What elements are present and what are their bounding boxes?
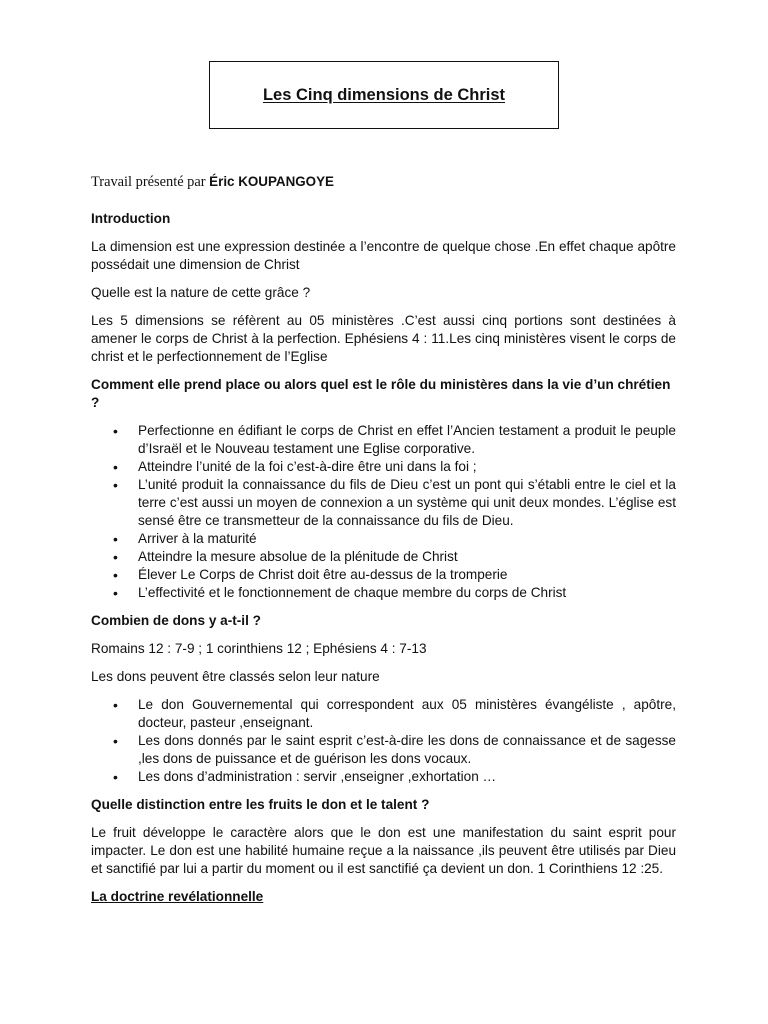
list-item: • Perfectionne en édifiant le corps de Christ en effet l’Ancien testament a produit le peuple d’Israël et le Nouveau testament une Eglise corporative. bbox=[138, 422, 676, 458]
list-item: • Les dons donnés par le saint esprit c’est-à-dire les dons de connaissance et de sagesse ,les dons de puissance et de guérison les dons vocaux. bbox=[138, 732, 676, 768]
list-item: • Élever Le Corps de Christ doit être au-dessus de la tromperie bbox=[138, 566, 676, 584]
dons-list bbox=[91, 696, 676, 786]
document-title: Les Cinq dimensions de Christ bbox=[262, 86, 506, 104]
nature-paragraph: Les 5 dimensions se réfèrent au 05 ministères .C’est aussi cinq portions sont destinées à amener le corps de Christ à la perfection. Ephésiens 4 : 11.Les cinq ministères visent le corps de christ et le perfectionnement de l’Eglise bbox=[91, 313, 676, 364]
dons-references: Romains 12 : 7-9 ; 1 corinthiens 12 ; Ephésiens 4 : 7-13 bbox=[91, 641, 427, 656]
list-item: • Atteindre la mesure absolue de la plénitude de Christ bbox=[138, 548, 676, 566]
dons-classification: Les dons peuvent être classés selon leur nature bbox=[91, 669, 380, 684]
byline-author: Éric KOUPANGOYE bbox=[209, 174, 334, 189]
list-item: • Le don Gouvernemental qui correspondent aux 05 ministères évangéliste , apôtre, docteur, pasteur ,enseignant. bbox=[138, 696, 676, 732]
distinction-heading: Quelle distinction entre les fruits le don et le talent ? bbox=[91, 797, 430, 812]
list-item: • Arriver à la maturité bbox=[138, 530, 676, 548]
intro-heading: Introduction bbox=[91, 211, 171, 226]
role-heading: Comment elle prend place ou alors quel est le rôle du ministères dans la vie d’un chrétien ? bbox=[91, 377, 671, 410]
byline-prefix: Travail présenté par bbox=[91, 174, 206, 190]
role-list bbox=[91, 422, 676, 602]
dons-heading: Combien de dons y a-t-il ? bbox=[91, 613, 261, 628]
document-body bbox=[91, 172, 676, 916]
list-item: • Atteindre l’unité de la foi c’est-à-dire être uni dans la foi ; bbox=[138, 458, 676, 476]
list-item: • L’effectivité et le fonctionnement de chaque membre du corps de Christ bbox=[138, 584, 676, 602]
list-item: • L’unité produit la connaissance du fils de Dieu c’est un pont qui s’établi entre le ciel et la terre c’est aussi un moyen de connexion a un système qui unit deux mondes. L’église est sensé être ce transmetteur de la connaissance du fils de Dieu. bbox=[138, 476, 676, 530]
intro-paragraph: La dimension est une expression destinée a l’encontre de quelque chose .En effet chaque apôtre possédait une dimension de Christ bbox=[91, 239, 676, 272]
title-box bbox=[209, 61, 559, 129]
list-item: • Les dons d’administration : servir ,enseigner ,exhortation … bbox=[138, 768, 676, 786]
byline bbox=[91, 172, 676, 192]
doctrine-heading: La doctrine revélationnelle bbox=[91, 889, 264, 904]
nature-question: Quelle est la nature de cette grâce ? bbox=[91, 285, 311, 300]
distinction-paragraph: Le fruit développe le caractère alors que le don est une manifestation du saint esprit pour impacter. Le don est une habilité humaine reçue a la naissance ,ils peuvent être utilisés par Dieu et sanctifié par lui a partir du moment ou il est sanctifié ça devient un don. 1 Corinthiens 12 :25. bbox=[91, 825, 676, 876]
